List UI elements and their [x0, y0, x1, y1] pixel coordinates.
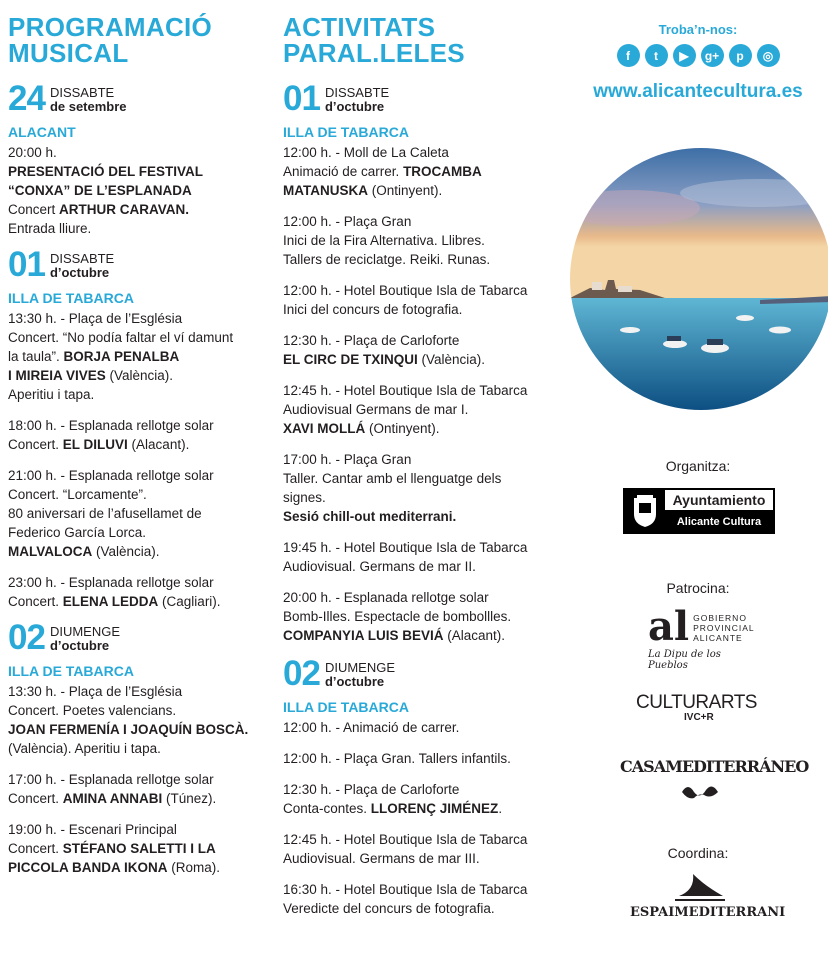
schedule-entry	[283, 780, 558, 818]
entry-text: Concert. “Lorcamente”.	[8, 487, 147, 502]
schedule-entry	[8, 143, 273, 238]
performer-name: EL DILUVI	[62, 437, 128, 452]
twitter-icon[interactable]: t	[645, 44, 668, 67]
sail-icon	[675, 872, 725, 902]
entry-text: 20:00 h. - Esplanada rellotge solar	[283, 590, 489, 605]
day-section	[8, 618, 273, 877]
schedule-entry	[8, 309, 273, 404]
wave-ornament-icon	[678, 780, 722, 802]
entry-line	[8, 219, 273, 238]
googleplus-icon[interactable]: g+	[701, 44, 724, 67]
performer-name: I MIREIA VIVES	[8, 368, 106, 383]
date-header	[8, 618, 273, 657]
day-name: DISSABTE	[49, 251, 115, 266]
entry-line	[8, 770, 273, 789]
entry-line	[8, 328, 273, 347]
month-name: d’octubre	[49, 638, 110, 653]
entry-text: (Alacant).	[443, 628, 506, 643]
entry-text: 18:00 h. - Esplanada rellotge solar	[8, 418, 214, 433]
coat-of-arms-icon	[631, 494, 659, 528]
day-number: 02	[8, 618, 45, 657]
entry-line	[283, 469, 558, 488]
entry-line	[283, 607, 558, 626]
entry-line	[8, 839, 273, 858]
day-section	[8, 79, 273, 238]
programacio-sections	[8, 79, 273, 877]
entry-line	[8, 858, 273, 877]
venue-label: ILLA DE TABARCA	[283, 124, 409, 140]
entry-line	[8, 347, 273, 366]
entry-text: 12:30 h. - Plaça de Carloforte	[283, 782, 460, 797]
entry-line	[283, 749, 558, 768]
schedule-entry	[8, 416, 273, 454]
entry-text: Audiovisual. Germans de mar III.	[283, 851, 480, 866]
entry-text: (València).	[105, 368, 174, 383]
schedule-entry	[283, 212, 558, 269]
performer-name: ARTHUR CARAVAN.	[59, 202, 190, 217]
entry-line	[283, 507, 558, 526]
entry-line	[8, 385, 273, 404]
casa-mediterraneo-logo: CASAMEDITERRÁNEO	[620, 757, 780, 807]
date-text	[50, 623, 120, 653]
pinterest-icon[interactable]: p	[729, 44, 752, 67]
entry-line	[283, 626, 558, 645]
entry-text: Veredicte del concurs de fotografia.	[283, 901, 495, 916]
entry-line	[8, 820, 273, 839]
entry-text: Conta-contes.	[283, 801, 371, 816]
diputacion-logo: al GOBIERNO PROVINCIAL ALICANTE La Dipu de los Pueblos	[648, 603, 755, 671]
entry-line	[283, 588, 558, 607]
entry-text: 19:00 h. - Escenari Principal	[8, 822, 177, 837]
schedule-entry	[8, 682, 273, 758]
entry-text: Concert. “No podía faltar el ví damunt	[8, 330, 234, 345]
entry-line	[8, 200, 273, 219]
day-section	[283, 79, 558, 645]
entry-text: Audiovisual. Germans de mar II.	[283, 559, 476, 574]
month-name: d’octubre	[49, 265, 110, 280]
activitats-sections	[283, 79, 558, 918]
performer-name: JOAN FERMENÍA I JOAQUÍN BOSCÀ.	[8, 722, 249, 737]
activitats-paralleles-column	[283, 0, 558, 930]
entry-text: 12:45 h. - Hotel Boutique Isla de Tabarca	[283, 832, 528, 847]
day-name: DISSABTE	[324, 85, 390, 100]
coordina-label: Coordina:	[667, 845, 729, 861]
schedule-entry	[283, 749, 558, 768]
schedule-entry	[8, 770, 273, 808]
entry-line	[283, 799, 558, 818]
entry-text: 20:00 h.	[8, 145, 57, 160]
entry-line	[283, 143, 558, 162]
entry-text: Taller. Cantar amb el llenguatge dels	[283, 471, 502, 486]
entry-line	[8, 309, 273, 328]
entry-text: (València). Aperitiu i tapa.	[8, 741, 161, 756]
entry-line	[283, 557, 558, 576]
entry-text: (Roma).	[167, 860, 221, 875]
entry-line	[283, 419, 558, 438]
entry-line	[8, 523, 273, 542]
entry-text: 21:00 h. - Esplanada rellotge solar	[8, 468, 214, 483]
entry-text: 12:00 h. - Moll de La Caleta	[283, 145, 449, 160]
entry-text: 12:00 h. - Animació de carrer.	[283, 720, 460, 735]
entry-text: Bomb-Illes. Espectacle de bombollles.	[283, 609, 512, 624]
day-number: 01	[8, 245, 45, 284]
instagram-icon[interactable]: ◎	[757, 44, 780, 67]
entry-text: Concert.	[8, 594, 63, 609]
entry-line	[8, 682, 273, 701]
performer-name: BORJA PENALBA	[63, 349, 180, 364]
find-us-label: Troba’n-nos:	[658, 22, 738, 37]
entry-line	[8, 485, 273, 504]
entry-text: Audiovisual Germans de mar I.	[283, 402, 469, 417]
entry-text: (València).	[92, 544, 160, 559]
day-section	[8, 245, 273, 611]
tabarca-photo	[570, 148, 828, 410]
entry-text: 80 aniversari de l’afusellamet de	[8, 506, 202, 521]
schedule-entry	[8, 573, 273, 611]
entry-line	[8, 466, 273, 485]
schedule-entry	[283, 281, 558, 319]
entry-line	[283, 181, 558, 200]
entry-line	[8, 573, 273, 592]
entry-text: (Alacant).	[127, 437, 190, 452]
entry-text: 17:00 h. - Esplanada rellotge solar	[8, 772, 214, 787]
performer-name: MALVALOCA	[8, 544, 93, 559]
entry-text: Animació de carrer.	[283, 164, 404, 179]
entry-text: Tallers de reciclatge. Reiki. Runas.	[283, 252, 491, 267]
schedule-entry	[283, 381, 558, 438]
website-link[interactable]: www.alicantecultura.es	[593, 81, 803, 102]
entry-line	[283, 162, 558, 181]
diputacion-mark-icon: al	[648, 603, 690, 650]
schedule-entry	[283, 718, 558, 737]
entry-text: 12:00 h. - Hotel Boutique Isla de Tabarca	[283, 283, 528, 298]
performer-name: MATANUSKA	[283, 183, 368, 198]
entry-line	[283, 231, 558, 250]
entry-line	[8, 542, 273, 561]
entry-text: Federico García Lorca.	[8, 525, 147, 540]
entry-text: Aperitiu i tapa.	[8, 387, 95, 402]
entry-text: (Túnez).	[162, 791, 217, 806]
entry-line	[8, 739, 273, 758]
performer-name: STÉFANO SALETTI I LA	[62, 841, 216, 856]
patrocina-label: Patrocina:	[666, 580, 730, 596]
entry-text: 12:00 h. - Plaça Gran. Tallers infantils.	[283, 751, 511, 766]
schedule-entry	[8, 820, 273, 877]
entry-line	[283, 538, 558, 557]
entry-text: Entrada lliure.	[8, 221, 92, 236]
entry-line	[8, 592, 273, 611]
performer-name: COMPANYIA LUIS BEVIÁ	[283, 628, 444, 643]
entry-text: Concert. Poetes valencians.	[8, 703, 177, 718]
performer-name: “CONXA” DE L’ESPLANADA	[8, 183, 192, 198]
entry-line	[283, 212, 558, 231]
activitats-paralleles-heading: ACTIVITATS PARAL.LELES	[283, 12, 465, 68]
entry-text: Concert	[8, 202, 60, 217]
schedule-entry	[283, 331, 558, 369]
day-number: 01	[283, 79, 320, 118]
schedule-entry	[283, 143, 558, 200]
entry-line	[8, 701, 273, 720]
culturarts-logo: CULTURARTS IVC+R	[636, 692, 757, 723]
entry-text: 16:30 h. - Hotel Boutique Isla de Tabarca	[283, 882, 528, 897]
entry-line	[283, 488, 558, 507]
performer-name: XAVI MOLLÁ	[283, 421, 366, 436]
venue-label: ILLA DE TABARCA	[283, 699, 409, 715]
schedule-entry	[283, 880, 558, 918]
performer-name: EL CIRC DE TXINQUI	[283, 352, 418, 367]
venue-label: ILLA DE TABARCA	[8, 290, 134, 306]
entry-text: Concert.	[8, 791, 63, 806]
entry-line	[283, 381, 558, 400]
date-text	[325, 84, 389, 114]
venue-label: ALACANT	[8, 124, 76, 140]
espai-mediterrani-logo: ESPAIMEDITERRANI	[630, 872, 770, 920]
entry-text: 13:30 h. - Plaça de l’Església	[8, 684, 183, 699]
day-number: 24	[8, 79, 45, 118]
entry-line	[283, 780, 558, 799]
date-text	[325, 659, 395, 689]
entry-line	[283, 450, 558, 469]
entry-line	[8, 720, 273, 739]
schedule-entry	[283, 588, 558, 645]
entry-line	[283, 350, 558, 369]
entry-text: (València).	[417, 352, 486, 367]
entry-text: Inici de la Fira Alternativa. Llibres.	[283, 233, 485, 248]
month-name: d’octubre	[324, 99, 385, 114]
date-header	[8, 79, 273, 118]
month-name: de setembre	[49, 99, 127, 114]
entry-text: Inici del concurs de fotografia.	[283, 302, 463, 317]
entry-text: (Ontinyent).	[365, 421, 440, 436]
entry-line	[283, 849, 558, 868]
entry-line	[8, 504, 273, 523]
performer-name: AMINA ANNABI	[62, 791, 163, 806]
performer-name: Sesió chill-out mediterrani.	[283, 509, 457, 524]
entry-text: 19:45 h. - Hotel Boutique Isla de Tabarca	[283, 540, 528, 555]
month-name: d’octubre	[324, 674, 385, 689]
entry-text: 13:30 h. - Plaça de l’Església	[8, 311, 183, 326]
ayuntamiento-logo: Ayuntamiento Alicante Cultura	[623, 488, 775, 534]
date-header	[283, 654, 558, 693]
entry-line	[8, 416, 273, 435]
entry-text: Concert.	[8, 841, 63, 856]
entry-line	[283, 899, 558, 918]
day-name: DISSABTE	[49, 85, 115, 100]
entry-text: (Ontinyent).	[368, 183, 443, 198]
entry-line	[8, 181, 273, 200]
schedule-entry	[283, 830, 558, 868]
sidebar-column	[568, 0, 828, 960]
entry-line	[283, 281, 558, 300]
entry-text: signes.	[283, 490, 326, 505]
day-name: DIUMENGE	[49, 624, 120, 639]
entry-text: (Cagliari).	[158, 594, 221, 609]
schedule-entry	[8, 466, 273, 561]
entry-line	[8, 162, 273, 181]
entry-line	[283, 331, 558, 350]
venue-label: ILLA DE TABARCA	[8, 663, 134, 679]
performer-name: PRESENTACIÓ DEL FESTIVAL	[8, 164, 204, 179]
entry-text: 12:30 h. - Plaça de Carloforte	[283, 333, 460, 348]
entry-text: 12:00 h. - Plaça Gran	[283, 214, 412, 229]
entry-text: Concert.	[8, 437, 63, 452]
facebook-icon[interactable]: f	[617, 44, 640, 67]
day-number: 02	[283, 654, 320, 693]
day-section	[283, 654, 558, 918]
date-header	[8, 245, 273, 284]
performer-name: ELENA LEDDA	[62, 594, 159, 609]
performer-name: PICCOLA BANDA IKONA	[8, 860, 168, 875]
day-name: DIUMENGE	[324, 660, 395, 675]
entry-line	[8, 143, 273, 162]
entry-line	[283, 250, 558, 269]
entry-line	[8, 789, 273, 808]
entry-line	[8, 366, 273, 385]
youtube-icon[interactable]: ▶	[673, 44, 696, 67]
programacio-musical-column	[8, 0, 273, 889]
organitza-label: Organitza:	[665, 458, 731, 474]
date-header	[283, 79, 558, 118]
schedule-entry	[283, 538, 558, 576]
date-text	[50, 250, 114, 280]
performer-name: TROCAMBA	[403, 164, 482, 179]
programacio-musical-heading: PROGRAMACIÓ MUSICAL	[8, 12, 213, 68]
entry-line	[283, 718, 558, 737]
entry-line	[283, 400, 558, 419]
social-icons	[568, 44, 828, 67]
performer-name: LLORENÇ JIMÉNEZ	[370, 801, 499, 816]
entry-text: .	[498, 801, 503, 816]
schedule-entry	[283, 450, 558, 526]
entry-text: 23:00 h. - Esplanada rellotge solar	[8, 575, 214, 590]
date-text	[50, 84, 127, 114]
entry-line	[283, 830, 558, 849]
entry-line	[283, 880, 558, 899]
entry-line	[283, 300, 558, 319]
entry-text: 12:45 h. - Hotel Boutique Isla de Tabarca	[283, 383, 528, 398]
entry-line	[8, 435, 273, 454]
entry-text: 17:00 h. - Plaça Gran	[283, 452, 412, 467]
entry-text: la taula”.	[8, 349, 64, 364]
